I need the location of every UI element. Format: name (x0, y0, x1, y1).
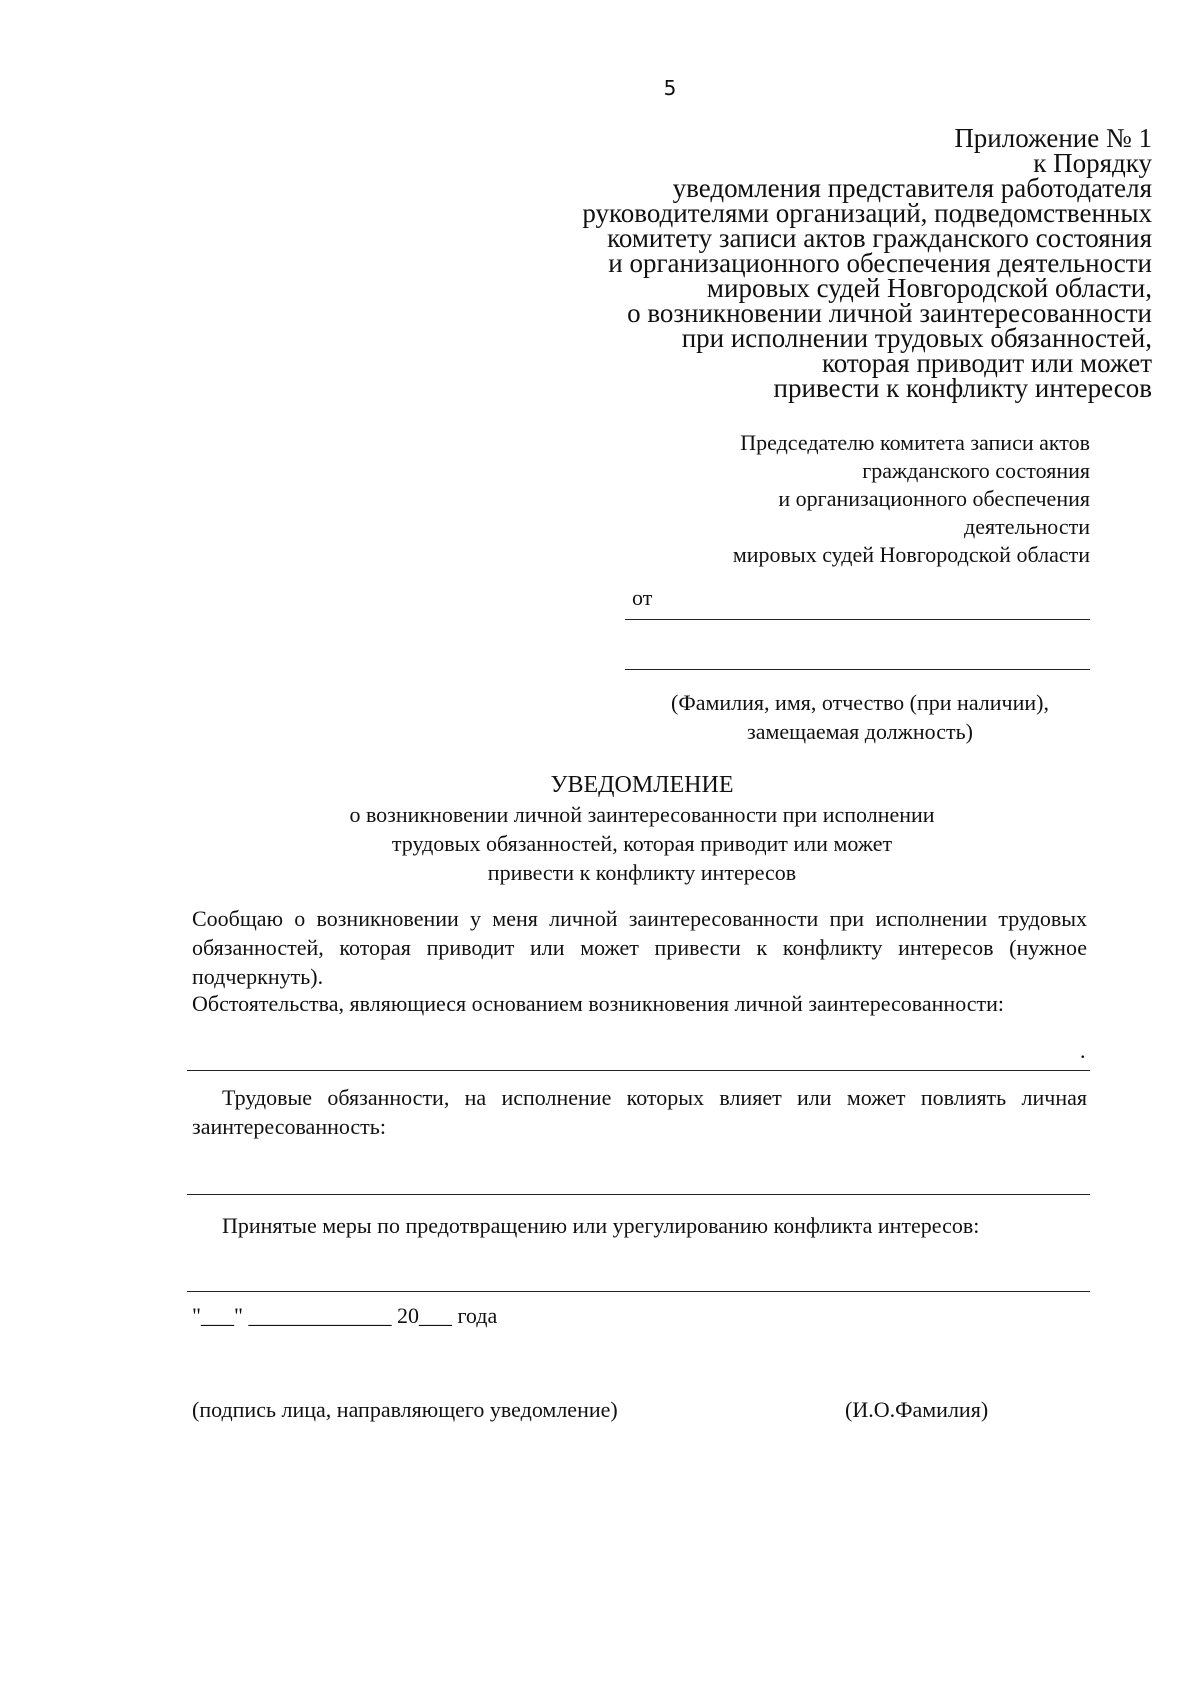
appendix-line: уведомления представителя работодателя (672, 173, 1152, 203)
appendix-line: комитету записи актов гражданского состояния (607, 223, 1152, 253)
fio-caption (625, 688, 1095, 746)
addressee-line: мировых судей Новгородской области (732, 542, 1090, 567)
appendix-line: руководителями организаций, подведомственных (582, 198, 1152, 228)
position-blank-line[interactable] (625, 669, 1090, 670)
addressee-line: и организационного обеспечения (778, 486, 1090, 511)
name-caption: (И.О.Фамилия) (845, 1397, 989, 1422)
page-number: 5 (663, 76, 677, 100)
appendix-line: к Порядку (1033, 148, 1152, 178)
subtitle-line: привести к конфликту интересов (487, 860, 797, 885)
document-subtitle (0, 800, 1200, 887)
date-line[interactable]: "___" _____________ 20___ года (192, 1303, 498, 1328)
appendix-line: Приложение № 1 (954, 123, 1152, 153)
fio-caption-line: замещаемая должность) (747, 719, 973, 744)
duties-blank-line[interactable] (187, 1194, 1090, 1195)
circumstances-period: . (1080, 1038, 1086, 1063)
circumstances-blank-line[interactable] (187, 1070, 1090, 1071)
addressee-line: деятельности (964, 514, 1090, 539)
duties-label: Трудовые обязанности, на исполнение которых влияет или может повлиять личная заинтересованность: (192, 1085, 1087, 1139)
appendix-line: привести к конфликту интересов (773, 373, 1152, 403)
appendix-line: о возникновении личной заинтересованности (627, 298, 1152, 328)
measures-blank-line[interactable] (187, 1291, 1090, 1292)
appendix-line: которая приводит или может (821, 348, 1152, 378)
appendix-line: и организационного обеспечения деятельности (608, 248, 1152, 278)
addressee-block (570, 429, 1090, 569)
from-label: от (632, 585, 653, 610)
measures-label: Принятые меры по предотвращению или урегулированию конфликта интересов: (222, 1213, 980, 1238)
addressee-line: Председателю комитета записи актов (740, 430, 1090, 455)
fio-caption-line: (Фамилия, имя, отчество (при наличии), (671, 690, 1049, 715)
appendix-line: при исполнении трудовых обязанностей, (681, 323, 1152, 353)
notice-paragraph: Сообщаю о возникновении у меня личной заинтересованности при исполнении трудовых обязанностей, которая приводит или может привести к конфликту интересов (нужное подчеркнуть). (192, 906, 1087, 989)
subtitle-line: о возникновении личной заинтересованности при исполнении (349, 802, 935, 827)
addressee-line: гражданского состояния (862, 458, 1090, 483)
appendix-header (512, 123, 1152, 403)
document-title: УВЕДОМЛЕНИЕ (550, 772, 734, 798)
subtitle-line: трудовых обязанностей, которая приводит или может (391, 831, 893, 856)
signature-caption: (подпись лица, направляющего уведомление) (192, 1397, 618, 1422)
from-blank-line[interactable] (625, 619, 1090, 620)
appendix-line: мировых судей Новгородской области, (706, 273, 1152, 303)
circumstances-label: Обстоятельства, являющиеся основанием возникновения личной заинтересованности: (192, 991, 1005, 1016)
